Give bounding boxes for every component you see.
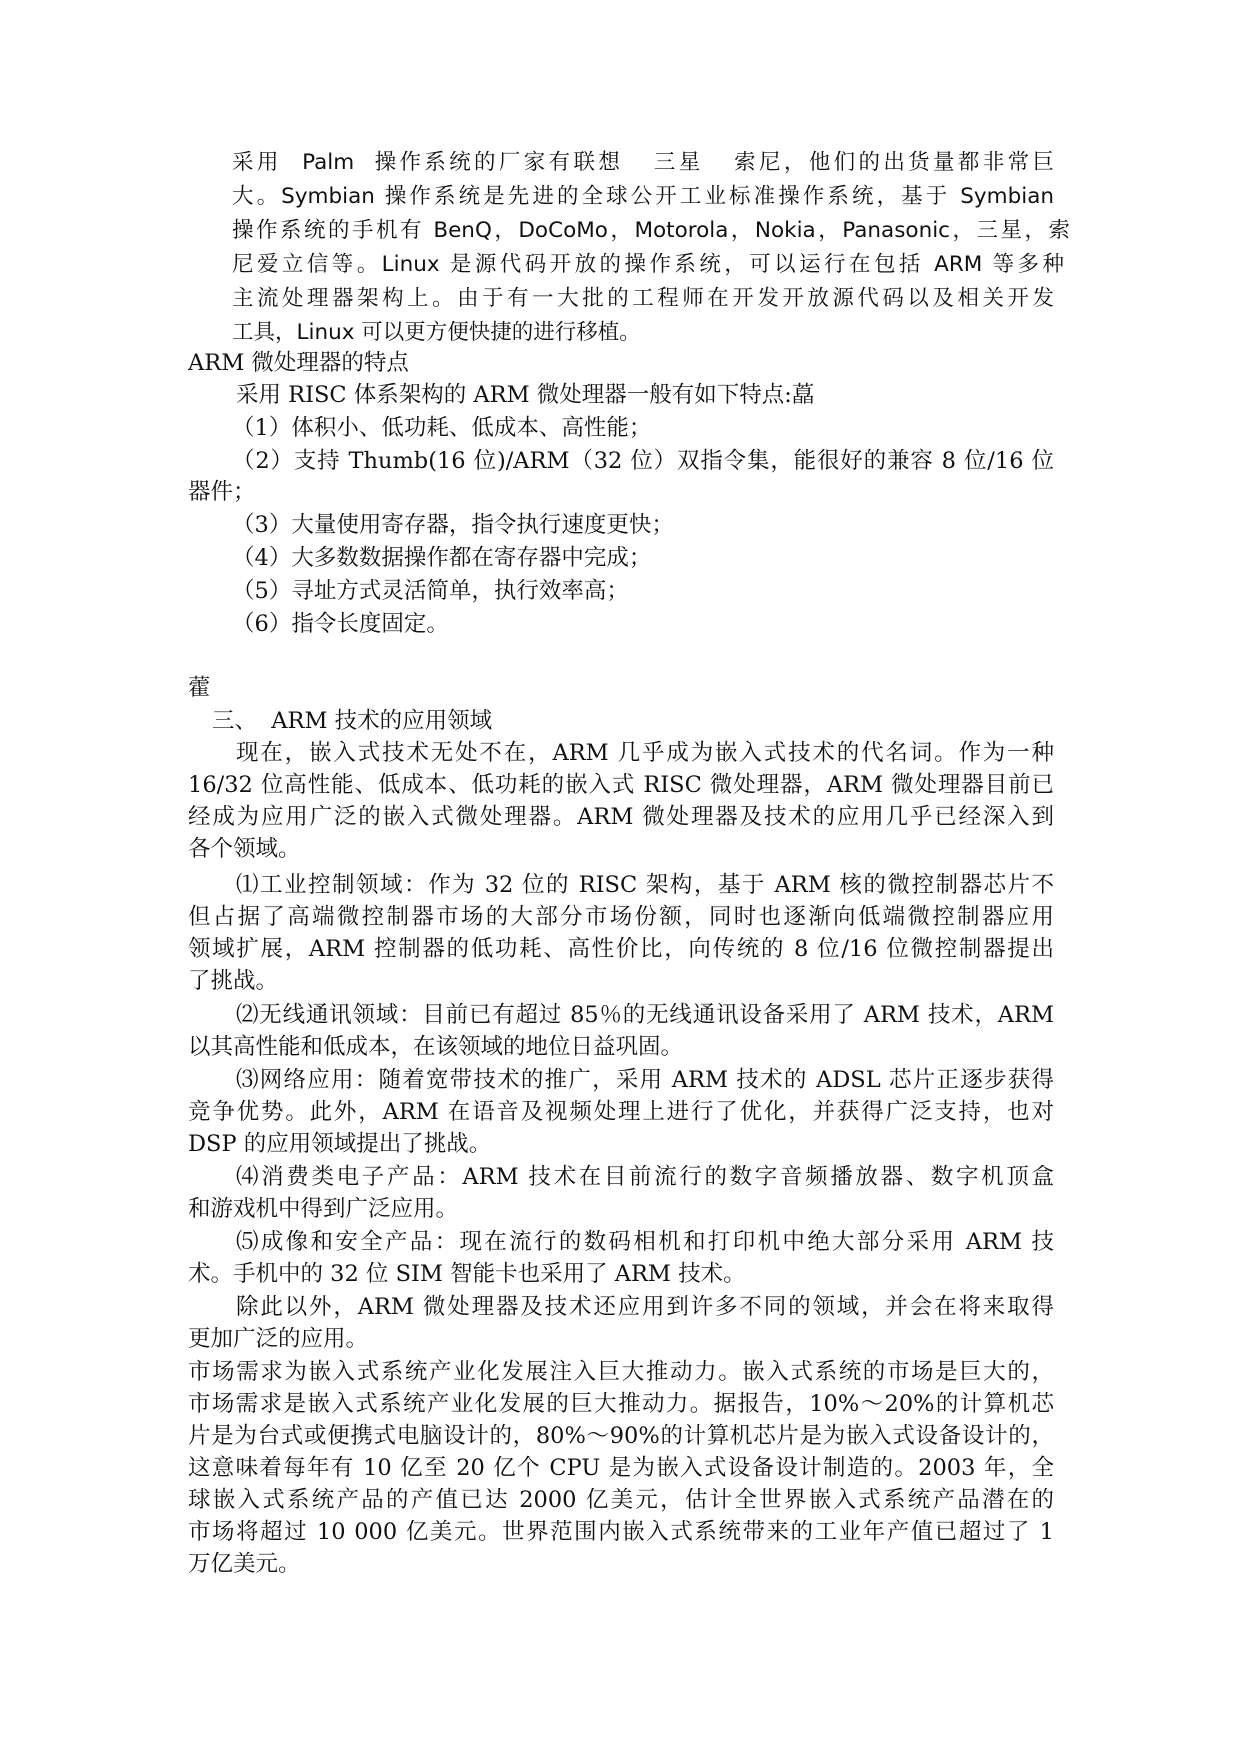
text-line: 这意味着每年有 10 亿至 20 亿个 CPU 是为嵌入式设备设计制造的。2003 年，全 xyxy=(188,1455,1054,1481)
text-line: 市场需求是嵌入式系统产业化发展的巨大推动力。据报告，10%～20%的计算机芯 xyxy=(188,1391,1054,1417)
text-line: 主流处理器架构上。由于有一大批的工程师在开发开放源代码以及相关开发 xyxy=(232,286,1054,311)
list-item: （1）体积小、低功耗、低成本、高性能； xyxy=(232,415,652,441)
text-line: 大。Symbian 操作系统是先进的全球公开工业标准操作系统，基于 Symbian xyxy=(232,184,1054,209)
list-item: （2）支持 Thumb(16 位)/ARM（32 位）双指令集，能很好的兼容 8 位/16 位 xyxy=(232,448,1054,474)
text-line: 现在，嵌入式技术无处不在，ARM 几乎成为嵌入式技术的代名词。作为一种 xyxy=(236,740,1054,766)
text-line: 采用 Palm 操作系统的厂家有联想 三星 索尼，他们的出货量都非常巨 xyxy=(232,150,1054,175)
text-line: ⑷消费类电子产品：ARM 技术在目前流行的数字音频播放器、数字机顶盒 xyxy=(236,1164,1054,1190)
text-line: 更加广泛的应用。 xyxy=(188,1326,369,1352)
text-line: 操作系统的手机有 BenQ，DoCoMo，Motorola，Nokia，Panasonic，三星，索 xyxy=(232,218,1070,243)
text-line: 除此以外，ARM 微处理器及技术还应用到许多不同的领域，并会在将来取得 xyxy=(236,1294,1054,1320)
text-line: ⑵无线通讯领域：目前已有超过 85％的无线通讯设备采用了 ARM 技术，ARM xyxy=(236,1002,1054,1028)
list-item-continuation: 器件； xyxy=(188,479,256,505)
text-line: 尼爱立信等。Linux 是源代码开放的操作系统，可以运行在包括 ARM 等多种 xyxy=(232,252,1064,277)
text-line: 球嵌入式系统产品的产值已达 2000 亿美元，估计全世界嵌入式系统产品潜在的 xyxy=(188,1487,1054,1513)
section-heading: ARM 微处理器的特点 xyxy=(188,350,409,376)
text-line: 经成为应用广泛的嵌入式微处理器。ARM 微处理器及技术的应用几乎已经深入到 xyxy=(188,804,1054,830)
text-line: 万亿美元。 xyxy=(188,1551,301,1577)
text-line: 市场需求为嵌入式系统产业化发展注入巨大推动力。嵌入式系统的市场是巨大的， xyxy=(188,1359,1054,1385)
features-intro: 采用 RISC 体系架构的 ARM 微处理器一般有如下特点:藠 xyxy=(236,382,815,408)
list-item: （3）大量使用寄存器，指令执行速度更快； xyxy=(232,512,674,538)
text-line: 工具，Linux 可以更方便快捷的进行移植。 xyxy=(232,320,641,345)
text-line: 了挑战。 xyxy=(188,968,279,994)
stray-character: 藿 xyxy=(188,675,211,701)
text-line: 片是为台式或便携式电脑设计的，80%～90%的计算机芯片是为嵌入式设备设计的， xyxy=(188,1423,1054,1449)
list-item: （4）大多数数据操作都在寄存器中完成； xyxy=(232,545,652,571)
list-item: （5）寻址方式灵活简单，执行效率高； xyxy=(232,578,629,604)
text-line: 术。手机中的 32 位 SIM 智能卡也采用了 ARM 技术。 xyxy=(188,1261,746,1287)
text-line: 市场将超过 10 000 亿美元。世界范围内嵌入式系统带来的工业年产值已超过了 1 xyxy=(188,1519,1054,1545)
text-line: 竞争优势。此外，ARM 在语音及视频处理上进行了优化，并获得广泛支持，也对 xyxy=(188,1099,1054,1125)
section-heading: 三、 ARM 技术的应用领域 xyxy=(212,708,493,734)
list-item: （6）指令长度固定。 xyxy=(232,611,449,637)
text-line: ⑶网络应用：随着宽带技术的推广，采用 ARM 技术的 ADSL 芯片正逐步获得 xyxy=(236,1067,1054,1093)
text-line: 但占据了高端微控制器市场的大部分市场份额，同时也逐渐向低端微控制器应用 xyxy=(188,904,1054,930)
text-line: ⑴工业控制领域：作为 32 位的 RISC 架构，基于 ARM 核的微控制器芯片不 xyxy=(236,872,1054,898)
text-line: DSP 的应用领域提出了挑战。 xyxy=(188,1131,492,1157)
text-line: 以其高性能和低成本，在该领域的地位日益巩固。 xyxy=(188,1034,684,1060)
text-line: 和游戏机中得到广泛应用。 xyxy=(188,1196,459,1222)
text-line: 各个领域。 xyxy=(188,836,301,862)
text-line: ⑸成像和安全产品：现在流行的数码相机和打印机中绝大部分采用 ARM 技 xyxy=(236,1229,1054,1255)
text-line: 16/32 位高性能、低成本、低功耗的嵌入式 RISC 微处理器，ARM 微处理器目前已 xyxy=(188,772,1054,798)
text-line: 领域扩展，ARM 控制器的低功耗、高性价比，向传统的 8 位/16 位微控制器提出 xyxy=(188,936,1054,962)
